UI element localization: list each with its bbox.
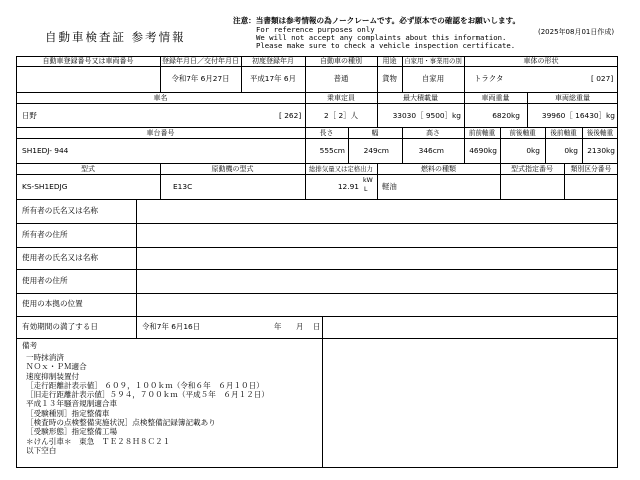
value-fuel-type: 軽油 bbox=[382, 182, 397, 191]
header-private-business: 自家用・事業用の別 bbox=[404, 57, 462, 65]
header-max-load: 最大積載量 bbox=[403, 94, 438, 102]
value-expiry: 令和7年 6月16日 bbox=[142, 322, 201, 331]
value-first-registration: 平成17年 6月 bbox=[249, 74, 297, 83]
value-body-code: [ 027] bbox=[591, 74, 614, 83]
header-first-registration: 初度登録年月 bbox=[252, 57, 294, 65]
header-fuel-type: 燃料の種類 bbox=[421, 165, 456, 173]
value-width: 249cm bbox=[363, 146, 389, 155]
value-gross-weight: 39960［ 16430］kg bbox=[541, 111, 615, 120]
notice-japanese: 注意：当書類は参考情報の為ノークレームです。必ず原本での確認をお願いします。 bbox=[233, 16, 521, 25]
remarks-line: 以下空白 bbox=[26, 445, 57, 455]
value-model: KS-SH1EDJG bbox=[22, 182, 68, 191]
notice-english-1: For reference purposes only bbox=[256, 25, 375, 34]
label-base-location: 使用の本拠の位置 bbox=[22, 299, 83, 308]
label-user-name: 使用者の氏名又は名称 bbox=[22, 253, 98, 262]
page-title: 自動車検査証 参考情報 bbox=[45, 30, 186, 44]
value-body-shape: トラクタ bbox=[474, 74, 504, 83]
value-expiry-year-suffix: 年 bbox=[274, 322, 282, 331]
value-maker-code: [ 262] bbox=[279, 111, 302, 120]
remarks-line: 速度抑制装置付 bbox=[26, 371, 80, 381]
notice-english-2: We will not accept any complaints about this information. bbox=[256, 33, 507, 42]
value-length: 555cm bbox=[319, 146, 345, 155]
value-expiry-day-suffix: 日 bbox=[313, 322, 321, 331]
header-front-front-axle: 前前軸重 bbox=[468, 129, 496, 137]
value-rear-front-axle: 0kg bbox=[564, 146, 578, 155]
remarks-line: 平成１３年騒音規制適合車 bbox=[26, 399, 118, 409]
header-length: 長さ bbox=[319, 129, 334, 137]
remarks-line: ＊けん引車＊ 東急 ＴＥ２８Ｈ８Ｃ２１ bbox=[26, 436, 171, 446]
value-unit-kw: kW bbox=[363, 177, 373, 184]
remarks-line: ＮＯｘ・ＰＭ適合 bbox=[26, 362, 87, 372]
value-displacement: 12.91 bbox=[337, 182, 359, 191]
value-maker: 日野 bbox=[22, 111, 37, 120]
value-engine-model: E13C bbox=[173, 182, 193, 191]
header-gross-weight: 車両総重量 bbox=[555, 94, 590, 102]
remarks-lines bbox=[26, 353, 318, 455]
header-vehicle-weight: 車両重量 bbox=[481, 94, 510, 102]
label-owner-address: 所有者の住所 bbox=[22, 230, 68, 239]
value-unit-l: L bbox=[364, 186, 368, 193]
header-maker: 車名 bbox=[153, 94, 168, 102]
header-rear-front-axle: 後前軸重 bbox=[550, 129, 577, 137]
created-date: (2025年08月01日作成) bbox=[538, 28, 615, 36]
remarks-line: ［走行距離計表示値］ ６０９，１００ｋｍ（令和６年 ６月１０日） bbox=[26, 380, 264, 390]
value-front-rear-axle: 0kg bbox=[526, 146, 540, 155]
value-max-load: 33030［ 9500］kg bbox=[392, 111, 461, 120]
header-body-shape: 車体の形状 bbox=[523, 57, 559, 65]
value-vehicle-kind: 普通 bbox=[333, 74, 349, 83]
header-engine-model: 原動機の型式 bbox=[211, 165, 254, 173]
header-type-designation: 型式指定番号 bbox=[511, 165, 553, 173]
value-use: 貨物 bbox=[382, 74, 397, 83]
header-displacement: 総排気量又は定格出力 bbox=[309, 165, 373, 173]
header-model: 型式 bbox=[81, 165, 95, 173]
label-expiry: 有効期間の満了する日 bbox=[22, 322, 98, 331]
value-registration-date: 令和7年 6月27日 bbox=[171, 74, 230, 83]
header-front-rear-axle: 前後軸重 bbox=[509, 129, 536, 137]
header-use: 用途 bbox=[382, 57, 397, 65]
header-chassis: 車台番号 bbox=[146, 129, 175, 137]
value-front-front-axle: 4690kg bbox=[469, 146, 497, 155]
header-capacity: 乗車定員 bbox=[327, 94, 355, 102]
notice-english-3: Please make sure to check a vehicle inspection certificate. bbox=[256, 41, 516, 50]
header-rear-rear-axle: 後後軸重 bbox=[586, 129, 614, 137]
remarks-line: ［受験種別］指定整備車 bbox=[26, 408, 110, 418]
value-rear-rear-axle: 2130kg bbox=[587, 146, 615, 155]
value-chassis: SH1EDJ- 944 bbox=[22, 146, 69, 155]
label-user-address: 使用者の住所 bbox=[22, 276, 68, 285]
value-expiry-month-suffix: 月 bbox=[296, 322, 304, 331]
remarks-line: ［検査時の点検整備実施状況］点検整備記録簿記載あり bbox=[26, 418, 216, 428]
label-owner-name: 所有者の氏名又は名称 bbox=[22, 206, 98, 215]
label-remarks: 備考 bbox=[22, 341, 38, 350]
header-width: 幅 bbox=[371, 129, 379, 137]
value-private-business: 自家用 bbox=[421, 74, 445, 83]
value-vehicle-weight: 6820kg bbox=[492, 111, 520, 120]
remarks-line: ［受験形態］指定整備工場 bbox=[26, 427, 118, 437]
header-registration-number: 自動車登録番号又は車両番号 bbox=[42, 57, 134, 65]
header-vehicle-kind: 自動車の種別 bbox=[320, 57, 362, 65]
header-classification: 類別区分番号 bbox=[570, 165, 612, 173]
value-height: 346cm bbox=[418, 146, 444, 155]
header-height: 高さ bbox=[426, 129, 440, 137]
remarks-line: ［旧走行距離計表示値］５９４，７００ｋｍ（平成５年 ６月１２日） bbox=[26, 390, 269, 400]
value-capacity: 2［ 2］人 bbox=[324, 111, 358, 120]
remarks-line: 一時抹消済 bbox=[26, 353, 64, 362]
header-registration-date: 登録年月日／交付年月日 bbox=[162, 57, 239, 65]
